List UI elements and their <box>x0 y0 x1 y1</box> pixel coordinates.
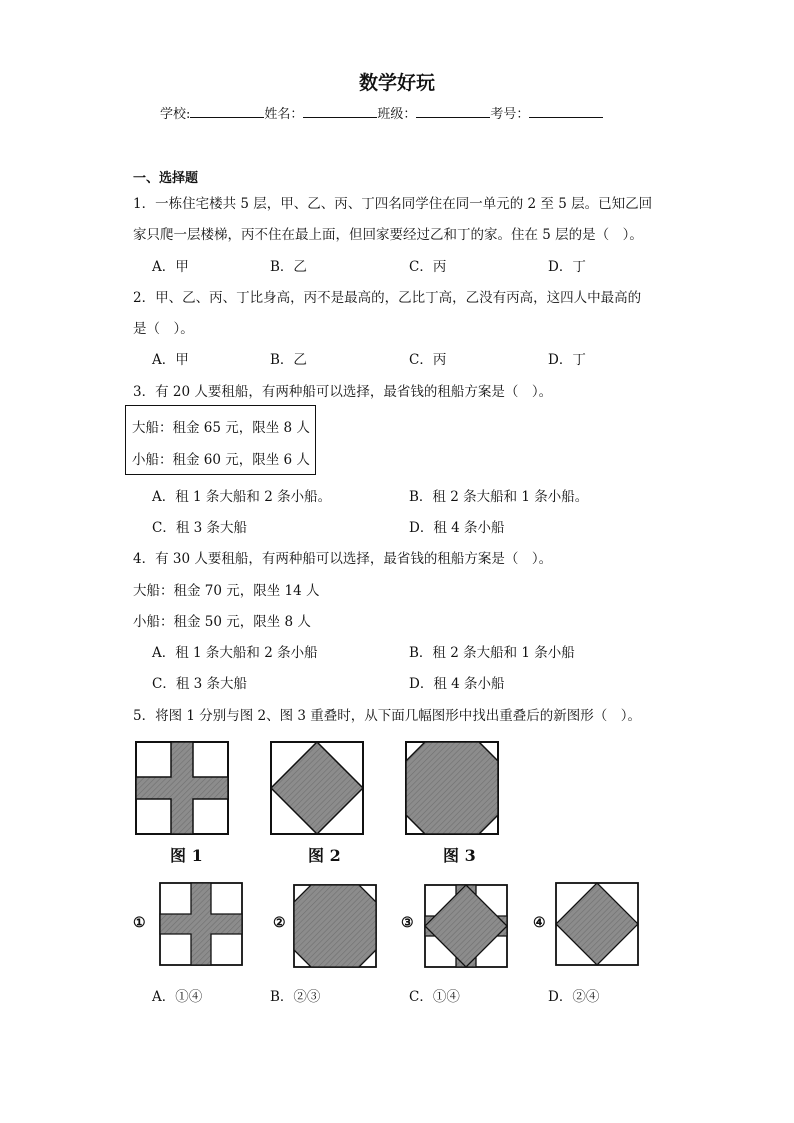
q1-line2: 家只爬一层楼梯，丙不住在最上面，但回家要经过乙和丁的家。住在 5 层的是（ ）。 <box>133 227 643 243</box>
figure-1-cross <box>135 741 229 835</box>
class-blank <box>416 105 490 118</box>
q4-option-a: A．租 1 条大船和 2 条小船 <box>152 645 318 661</box>
q5-option-c: C．①④ <box>409 989 460 1005</box>
name-blank <box>303 105 377 118</box>
choice-1-figure <box>159 882 243 966</box>
q4-small-boat: 小船：租金 50 元，限坐 8 人 <box>133 614 311 630</box>
q1-option-d: D．丁 <box>548 259 586 275</box>
choice-3-figure <box>424 884 508 968</box>
q4-option-d: D．租 4 条小船 <box>409 676 505 692</box>
q3-option-a: A．租 1 条大船和 2 条小船。 <box>152 489 332 505</box>
exam-no-label: 考号： <box>490 107 530 122</box>
choice-1-mark: ① <box>133 915 146 931</box>
q3-option-d: D．租 4 条小船 <box>409 520 505 536</box>
q3-boat-price-box <box>125 405 316 475</box>
figure-1-label: 图 1 <box>170 846 203 865</box>
figure-2-diamond <box>270 741 364 835</box>
page-title: 数学好玩 <box>358 72 435 94</box>
q4-option-c: C．租 3 条大船 <box>152 676 248 692</box>
figure-3-octagon <box>405 741 499 835</box>
q2-option-b: B．乙 <box>270 352 307 368</box>
q3-line1: 3．有 20 人要租船，有两种船可以选择，最省钱的租船方案是（ ）。 <box>133 384 553 400</box>
choice-2-mark: ② <box>273 915 286 931</box>
choice-3-mark: ③ <box>401 915 414 931</box>
q3-small-boat: 小船：租金 60 元，限坐 6 人 <box>132 452 310 468</box>
q4-option-b: B．租 2 条大船和 1 条小船 <box>409 645 575 661</box>
q5-line1: 5．将图 1 分别与图 2、图 3 重叠时，从下面几幅图形中找出重叠后的新图形（ ）。 <box>133 708 642 724</box>
q2-option-d: D．丁 <box>548 352 586 368</box>
exam-no-blank <box>529 105 603 118</box>
q2-line2: 是（ ）。 <box>133 321 194 337</box>
choice-2-figure <box>293 884 377 968</box>
q5-option-b: B．②③ <box>270 989 321 1005</box>
school-label: 学校: <box>160 107 191 122</box>
section-heading: 一、选择题 <box>133 171 199 186</box>
q3-option-c: C．租 3 条大船 <box>152 520 248 536</box>
q2-option-a: A．甲 <box>152 352 189 368</box>
q4-line1: 4．有 30 人要租船，有两种船可以选择，最省钱的租船方案是（ ）。 <box>133 551 553 567</box>
q3-option-b: B．租 2 条大船和 1 条小船。 <box>409 489 589 505</box>
q1-option-b: B．乙 <box>270 259 307 275</box>
choice-4-mark: ④ <box>533 915 546 931</box>
q5-option-a: A．①④ <box>152 989 203 1005</box>
student-info-line <box>160 103 603 122</box>
q2-line1: 2．甲、乙、丙、丁比身高，丙不是最高的，乙比丁高，乙没有丙高，这四人中最高的 <box>133 290 642 306</box>
q1-option-c: C．丙 <box>409 259 447 275</box>
figure-2-label: 图 2 <box>308 846 341 865</box>
q5-option-d: D．②④ <box>548 989 600 1005</box>
choice-4-figure <box>555 882 639 966</box>
name-label: 姓名： <box>264 107 304 122</box>
figure-3-label: 图 3 <box>443 846 476 865</box>
q4-big-boat: 大船：租金 70 元，限坐 14 人 <box>133 583 320 599</box>
class-label: 班级： <box>377 107 417 122</box>
q3-big-boat: 大船：租金 65 元，限坐 8 人 <box>132 420 310 436</box>
q1-option-a: A．甲 <box>152 259 189 275</box>
q1-line1: 1．一栋住宅楼共 5 层，甲、乙、丙、丁四名同学住在同一单元的 2 至 5 层。已知乙回 <box>133 196 653 212</box>
school-blank <box>190 105 264 118</box>
q2-option-c: C．丙 <box>409 352 447 368</box>
